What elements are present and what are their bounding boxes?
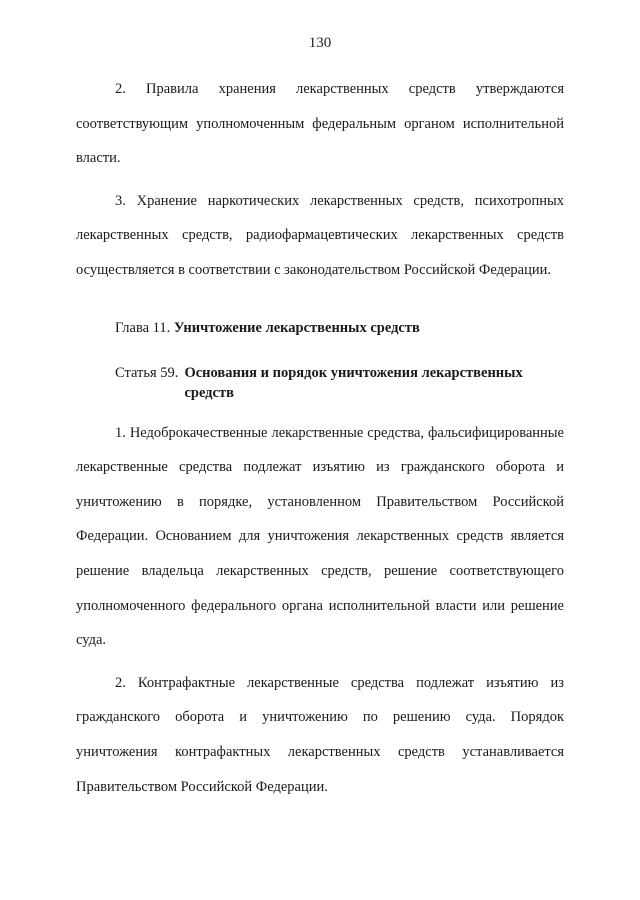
paragraph-substandard-destruction: 1. Недоброкачественные лекарственные средства, фальсифицированные лекарственные средства подлежат изъятию из гражданского оборота и уничтожению в порядке, установленном Правительством Российской Федерации. Основанием для уничтожения лекарственных средств является решение владельца лекарственных средств, решение соответствующего уполномоченного федерального органа исполнительной власти или решение суда. [76,424,564,649]
chapter-label: Глава 11. [115,319,171,336]
paragraph-counterfeit-destruction: 2. Контрафактные лекарственные средства подлежат изъятию из гражданского оборота и уничтожению по решению суда. Порядок уничтожения контрафактных лекарственных средств устанавливается Правительством Российской Федерации. [76,674,564,795]
chapter-title: Уничтожение лекарственных средств [173,319,420,336]
chapter-heading [76,318,564,338]
paragraph-narcotics-storage: 3. Хранение наркотических лекарственных средств, психотропных лекарственных средств, радиофармацевтических лекарственных средств осуществляется в соответствии с законодательством Российской Федерации. [76,192,564,278]
article-heading [76,363,564,403]
page-number: 130 [308,35,332,51]
article-label: Статья 59. [115,364,179,381]
article-title: Основания и порядок уничтожения лекарственных средств [184,364,523,401]
document-body [76,72,564,804]
paragraph-storage-rules: 2. Правила хранения лекарственных средств утверждаются соответствующим уполномоченным федеральным органом исполнительной власти. [76,81,564,167]
